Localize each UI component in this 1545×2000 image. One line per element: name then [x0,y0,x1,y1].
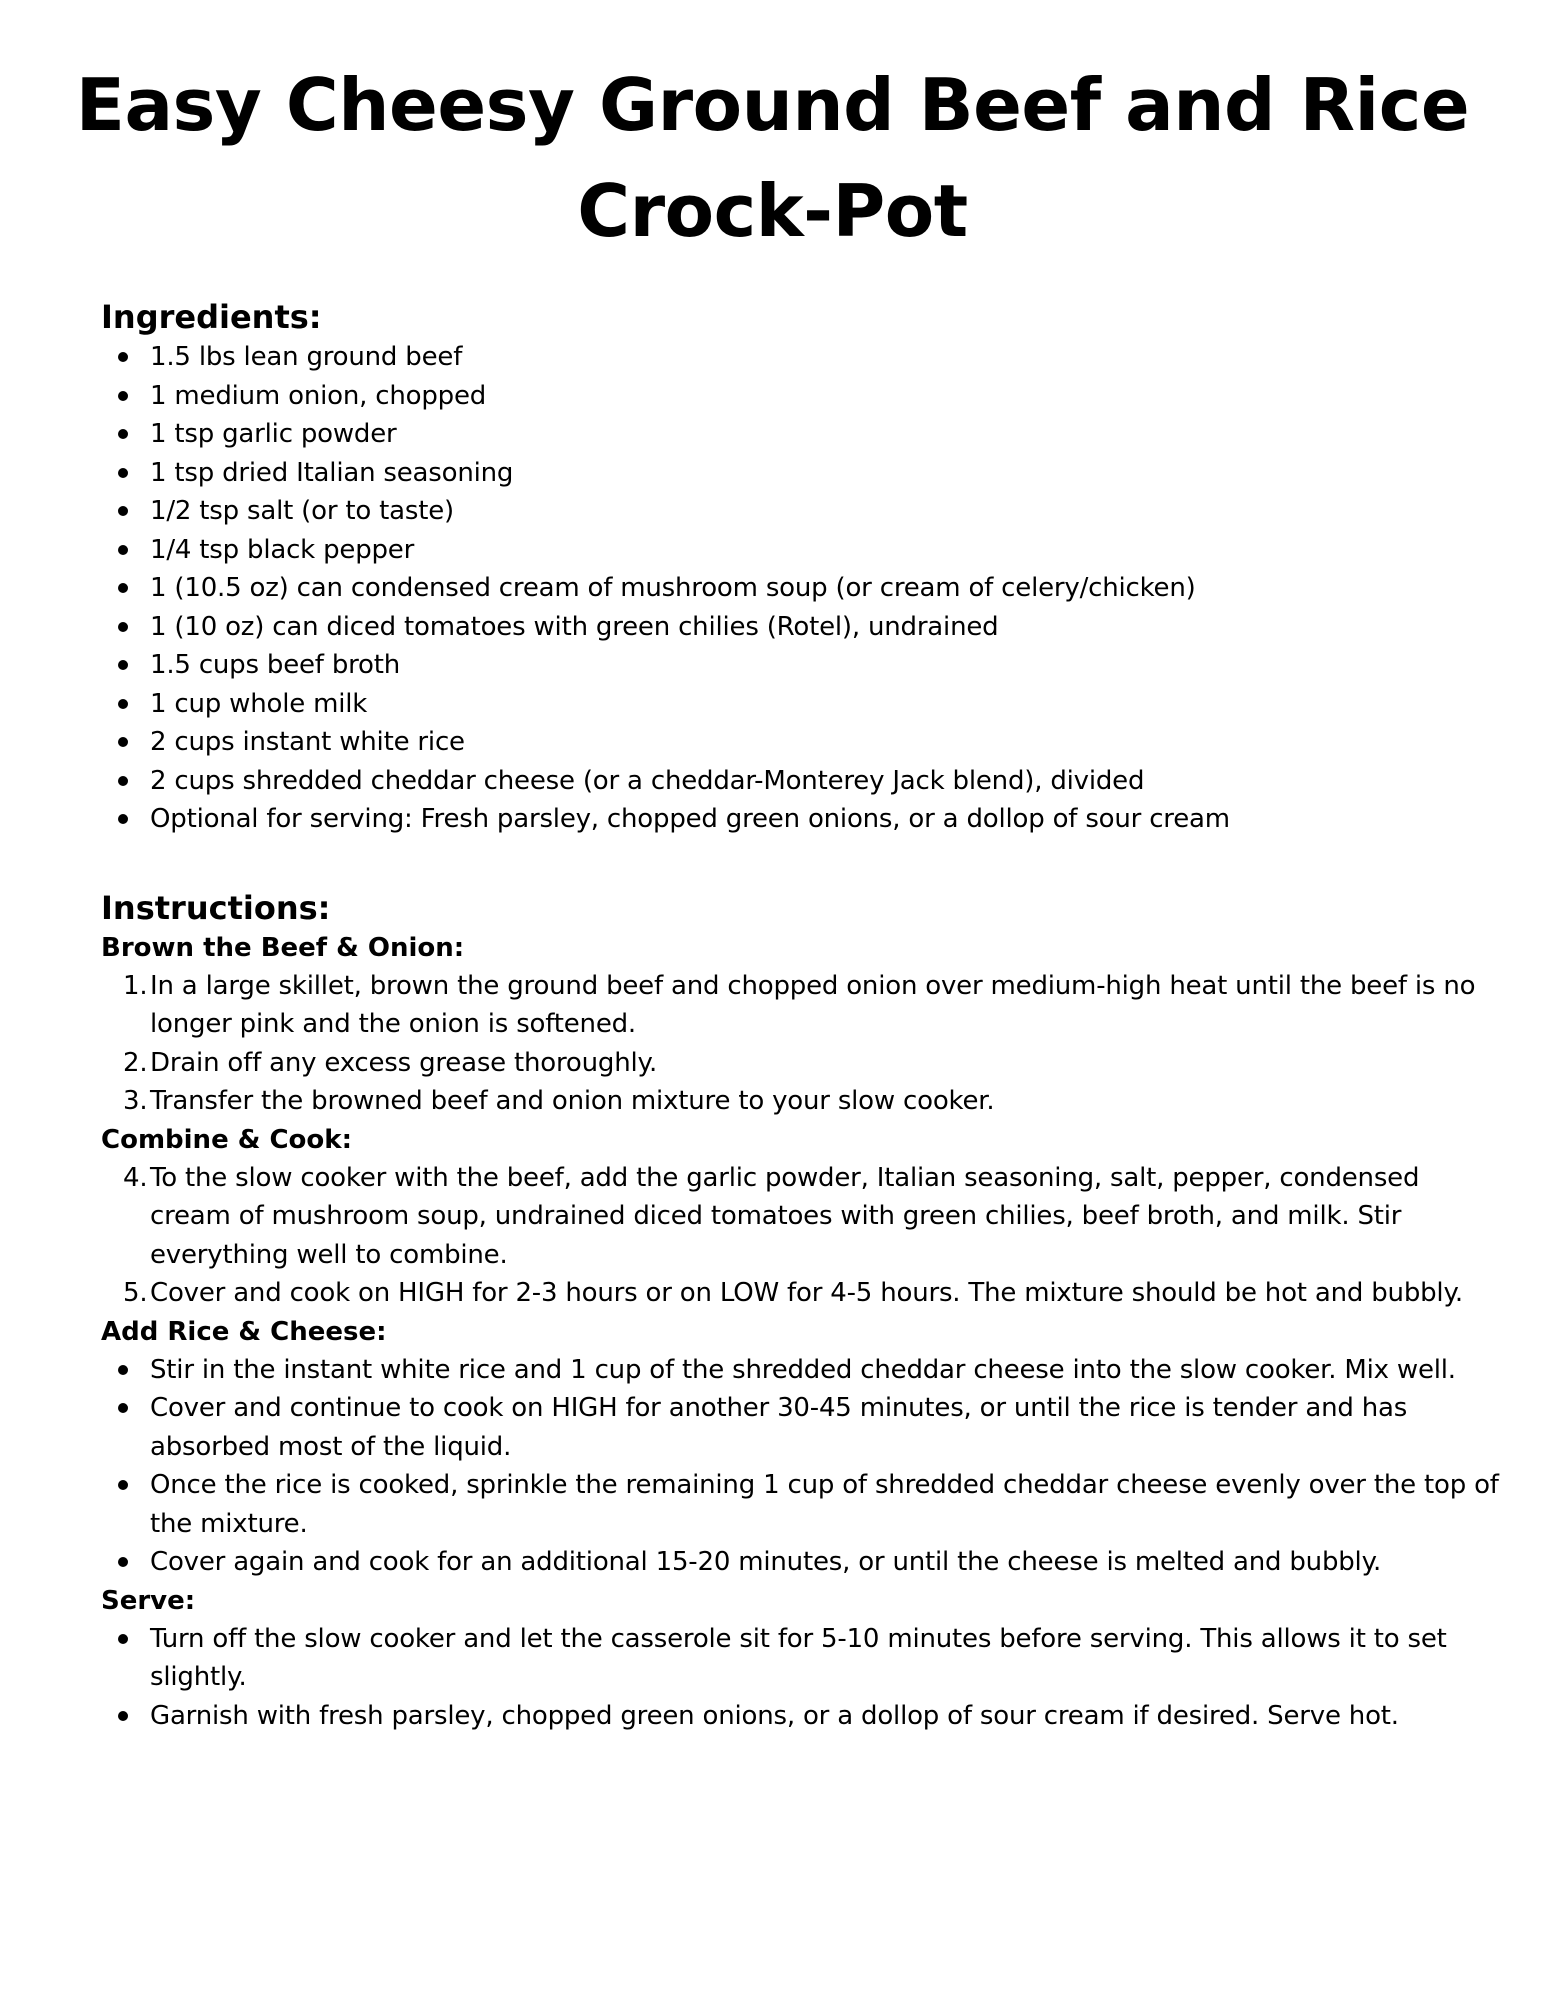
instruction-bullet: Stir in the instant white rice and 1 cup of the shredded cheddar cheese into the slow cooker. Mix well. [101,1351,1501,1390]
step-item [101,1044,1501,1083]
title-line-1: Easy Cheesy Ground Beef and Rice [75,63,1470,147]
ingredient-item: Optional for serving: Fresh parsley, chopped green onions, or a dollop of sour cream [101,800,1501,839]
instruction-bullet: Garnish with fresh parsley, chopped green onions, or a dollop of sour cream if desired. Serve hot. [101,1697,1501,1736]
section-heading-brown: Brown the Beef & Onion: [101,932,465,963]
instruction-bullet: Cover and continue to cook on HIGH for another 30-45 minutes, or until the rice is tender and has absorbed most of the liquid. [101,1389,1501,1466]
step-item [101,967,1501,1044]
ingredient-item: 2 cups instant white rice [101,723,1501,762]
ingredients-list [101,338,1501,839]
steps-list-combine [101,1159,1501,1313]
section-heading-serve: Serve: [101,1585,196,1616]
recipe-content [101,296,1501,1735]
section-heading-rice-cheese: Add Rice & Cheese: [101,1316,387,1347]
recipe-title [60,52,1485,264]
step-item [101,1159,1501,1275]
instruction-bullet: Turn off the slow cooker and let the casserole sit for 5-10 minutes before serving. This allows it to set slightly. [101,1620,1501,1697]
ingredient-item: 1 tsp dried Italian seasoning [101,454,1501,493]
step-number: 4. [123,1162,148,1193]
ingredient-item: 1 (10 oz) can diced tomatoes with green chilies (Rotel), undrained [101,608,1501,647]
step-item [101,1274,1501,1313]
section-spacer [101,839,1501,887]
ingredient-item: 1.5 lbs lean ground beef [101,338,1501,377]
instructions-heading: Instructions: [101,888,331,927]
ingredients-heading: Ingredients: [101,298,322,336]
step-text: In a large skillet, brown the ground beef and chopped onion over medium-high heat until the beef is no longer pink and the onion is softened. [150,970,1476,1039]
step-number: 2. [123,1047,148,1078]
ingredient-item: 1 cup whole milk [101,685,1501,724]
ingredient-item: 1/2 tsp salt (or to taste) [101,492,1501,531]
ingredient-item: 1 (10.5 oz) can condensed cream of mushroom soup (or cream of celery/chicken) [101,569,1501,608]
section-heading-combine: Combine & Cook: [101,1124,352,1155]
step-number: 1. [123,970,148,1001]
step-number: 5. [123,1278,148,1308]
ingredient-item: 1 medium onion, chopped [101,377,1501,416]
steps-list-brown [101,967,1501,1121]
bullets-list-serve [101,1620,1501,1736]
step-item [101,1082,1501,1121]
instruction-bullet: Once the rice is cooked, sprinkle the remaining 1 cup of shredded cheddar cheese evenly over the top of the mixture. [101,1466,1501,1543]
step-text: Drain off any excess grease thoroughly. [150,1047,658,1078]
step-number: 3. [123,1086,148,1116]
ingredient-item: 1.5 cups beef broth [101,646,1501,685]
ingredient-item: 1 tsp garlic powder [101,415,1501,454]
ingredient-item: 2 cups shredded cheddar cheese (or a cheddar-Monterey Jack blend), divided [101,762,1501,801]
bullets-list-rice-cheese [101,1351,1501,1582]
ingredient-item: 1/4 tsp black pepper [101,531,1501,570]
step-text: Transfer the browned beef and onion mixture to your slow cooker. [150,1086,995,1116]
title-line-2: Crock-Pot [577,169,968,253]
step-text: Cover and cook on HIGH for 2-3 hours or on LOW for 4-5 hours. The mixture should be hot and bubbly. [150,1278,1463,1308]
instruction-bullet: Cover again and cook for an additional 15-20 minutes, or until the cheese is melted and bubbly. [101,1543,1501,1582]
step-text: To the slow cooker with the beef, add the garlic powder, Italian seasoning, salt, pepper, condensed cream of mushroom soup, undrained diced tomatoes with green chilies, beef broth, and milk. Stir everything well to combine. [150,1162,1420,1270]
